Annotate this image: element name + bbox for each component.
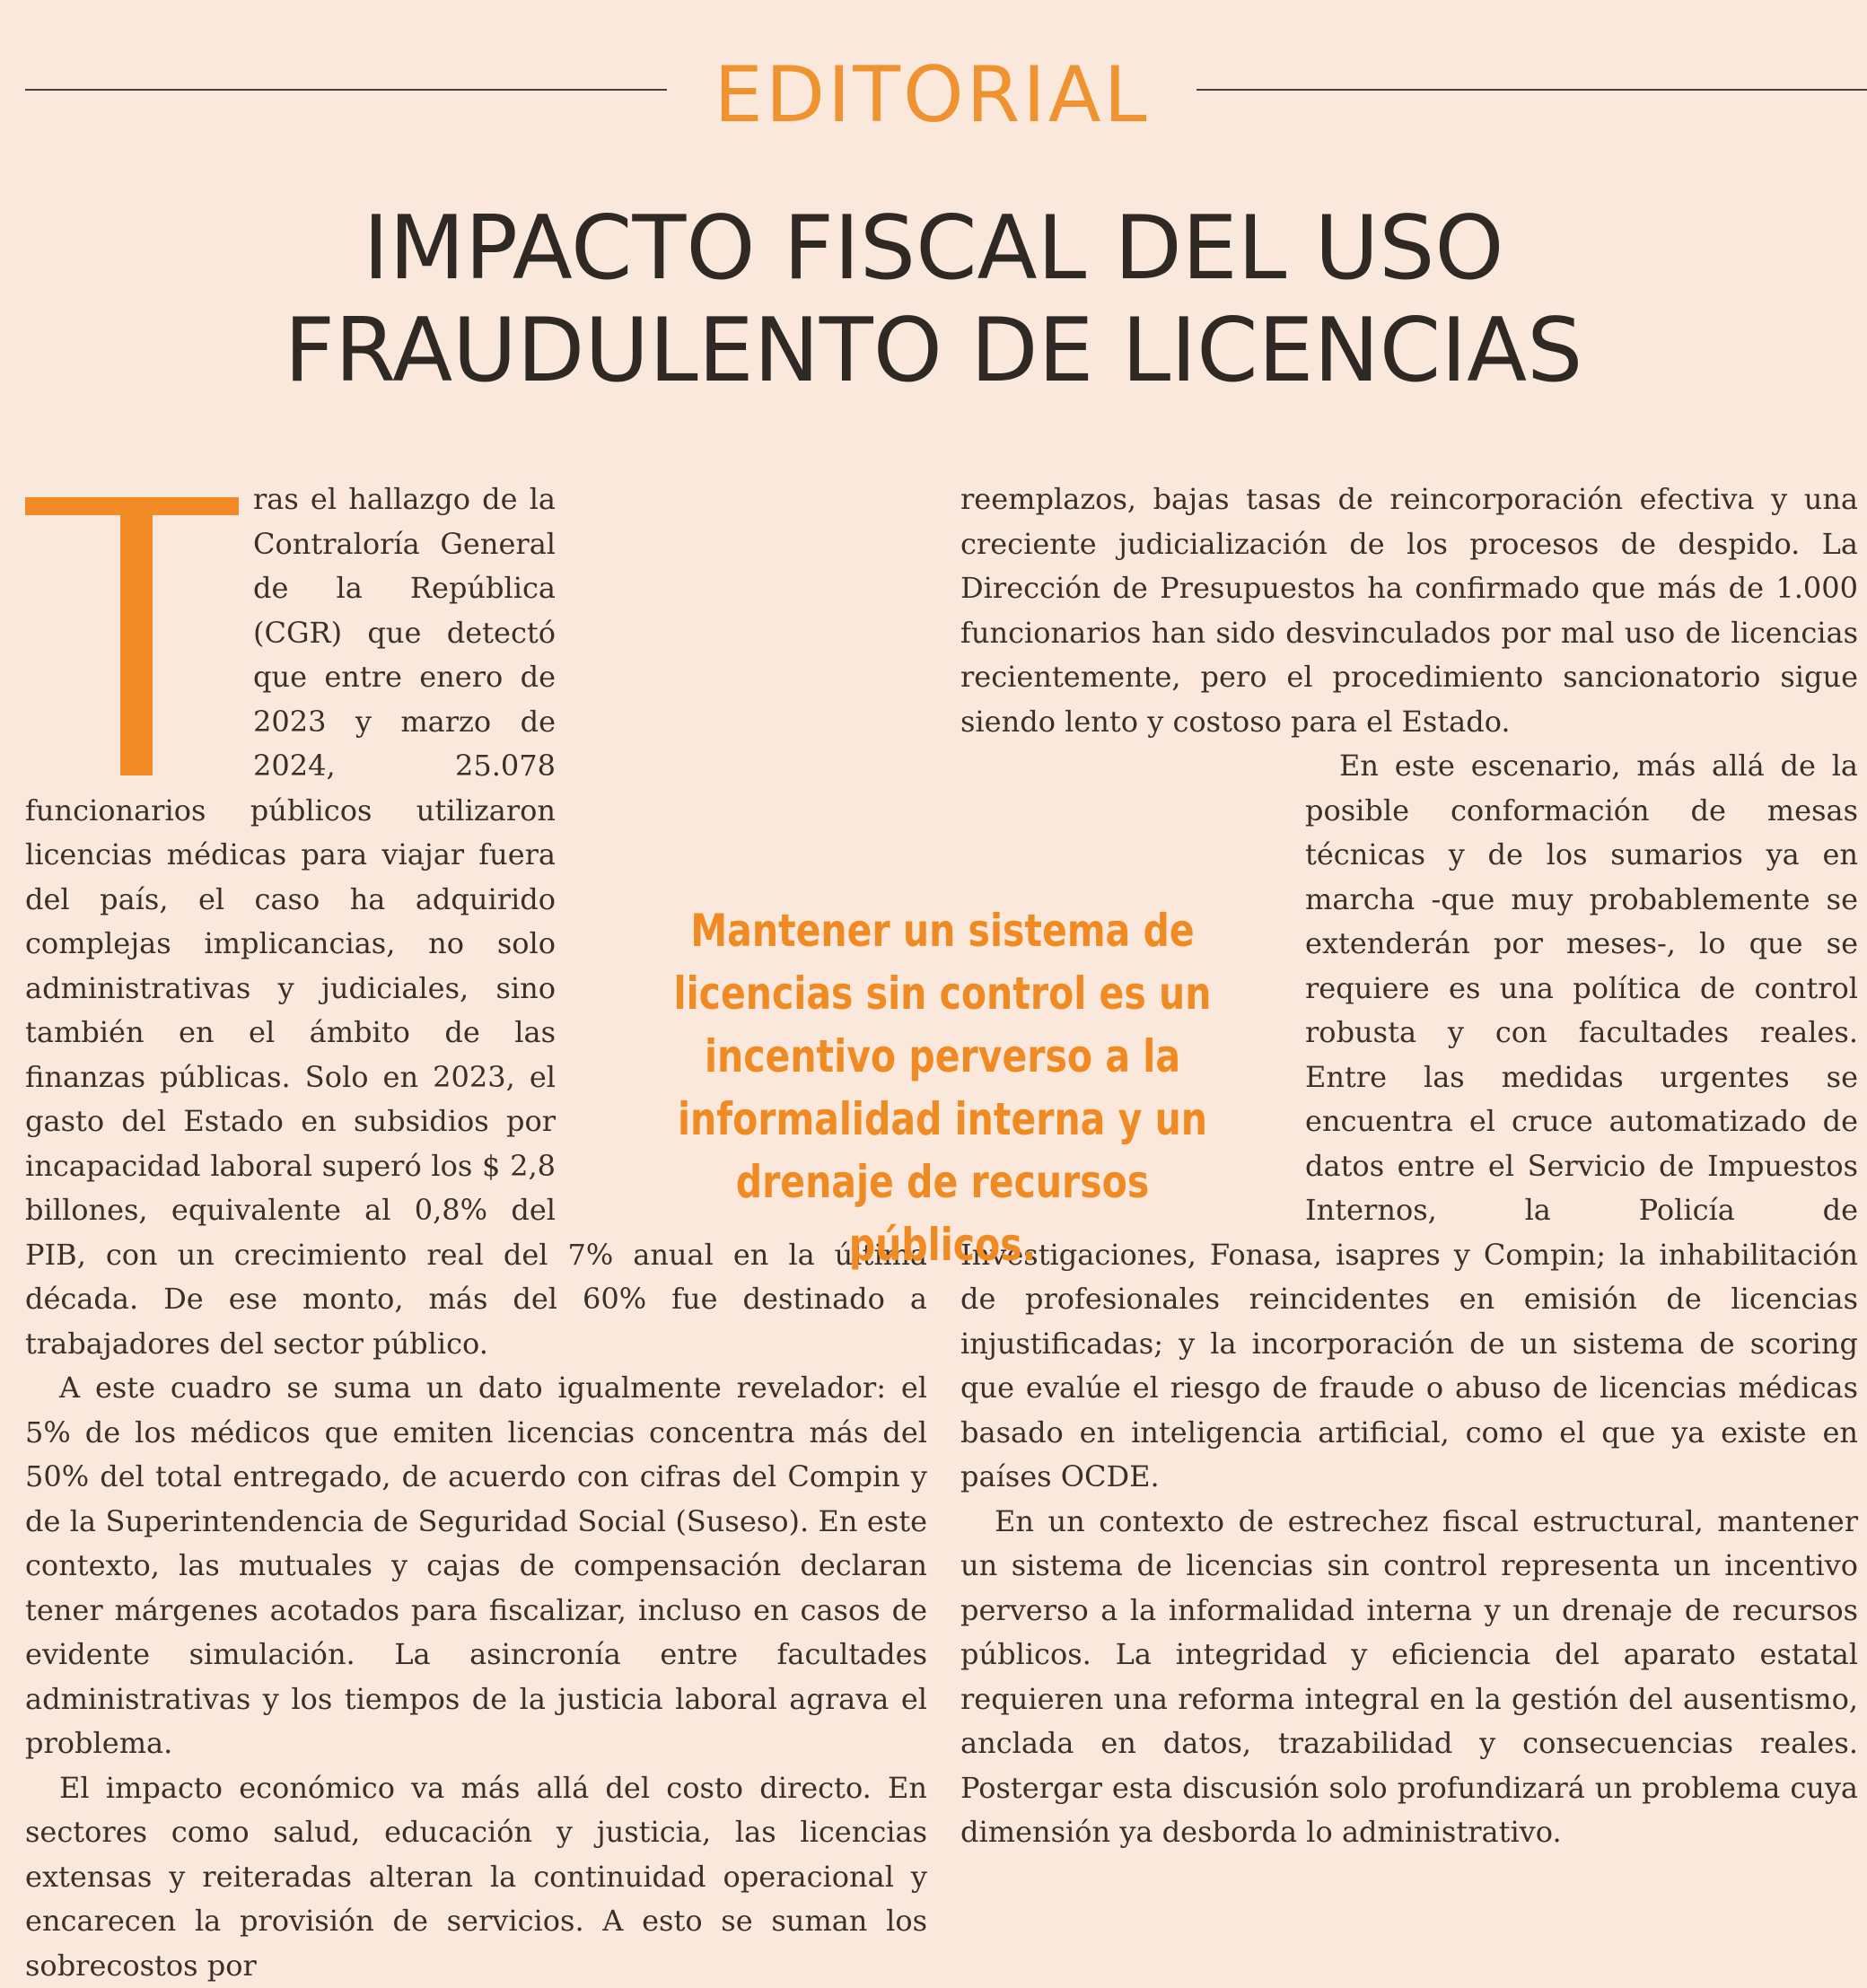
paragraph-1-text: ras el hallazgo de la Contraloría General de la República (CGR) que detectó que entre enero de 2023 y marzo de 2024, 25.078 funcionarios públicos utilizaron licencias médicas para viajar fuera del país, el caso ha adquirido complejas implicancias, no solo administrativas y judiciales, sino también en el ámbito de las finanzas públicas. Solo en 2023, el gasto del Estado en subsidios por incapacidad laboral superó los $ 2,8 billones, equivalente al 0,8% del PIB, con un crecimiento real del 7% anual en la última década. De ese monto, más del 60% fue destinado a trabajadores del sector público. [25,482,927,1361]
headline [0,197,1867,402]
header-rule-left [25,89,667,91]
header-rule-right [1196,89,1867,91]
paragraph-4: reemplazos, bajas tasas de reincorporación efectiva y una creciente judicialización de los procesos de despido. La Dirección de Presupuestos ha confirmado que más de 1.000 funcionarios han sido desvinculados por mal uso de licencias recientemente, pero el procedimiento sancionatorio sigue siendo lento y costoso para el Estado. [960,477,1858,744]
section-label: EDITORIAL [667,48,1196,142]
paragraph-6: En un contexto de estrechez fiscal estructural, mantener un sistema de licencias sin control representa un incentivo perverso a la informalidad interna y un drenaje de recursos públicos. La integridad y eficiencia del aparato estatal requieren una reforma integral en la gestión del ausentismo, anclada en datos, trazabilidad y consecuencias reales. Postergar esta discusión solo profundizará un problema cuya dimensión ya desborda lo administrativo. [960,1500,1858,1855]
headline-line-2: FRAUDULENTO DE LICENCIAS [285,300,1583,402]
paragraph-2: A este cuadro se suma un dato igualmente revelador: el 5% de los médicos que emiten licencias concentra más del 50% del total entregado, de acuerdo con cifras del Compin y de la Superintendencia de Seguridad Social (Suseso). En este contexto, las mutuales y cajas de compensación declaran tener márgenes acotados para fiscalizar, incluso en casos de evidente simulación. La asincronía entre facultades administrativas y los tiempos de la justicia laboral agrava el problema. [25,1366,927,1766]
pull-quote: Mantener un sistema de licencias sin control es un incentivo perverso a la informalidad interna y un drenaje de recursos públicos. [648,899,1237,1276]
drop-cap-bar-vertical [120,497,153,775]
paragraph-3: El impacto económico va más allá del costo directo. En sectores como salud, educación y justicia, las licencias extensas y reiteradas alteran la continuidad operacional y encarecen la provisión de servicios. A esto se suman los sobrecostos por [25,1766,927,1988]
drop-cap [25,486,239,779]
paragraph-5-text: En este escenario, más allá de la posible conformación de mesas técnicas y de los sumarios ya en marcha -que muy probablemente se extenderán por meses-, lo que se requiere es una política de control robusta y con facultades reales. Entre las medidas urgentes se encuentra el cruce automatizado de datos entre el Servicio de Impuestos Internos, la Policía de Investigaciones, Fonasa, isapres y Compin; la inhabilitación de profesionales reincidentes en emisión de licencias injustificadas; y la incorporación de un sistema de scoring que evalúe el riesgo de fraude o abuso de licencias médicas basado en inteligencia artificial, como el que ya existe en países OCDE. [960,749,1858,1493]
headline-line-1: IMPACTO FISCAL DEL USO [363,197,1503,300]
